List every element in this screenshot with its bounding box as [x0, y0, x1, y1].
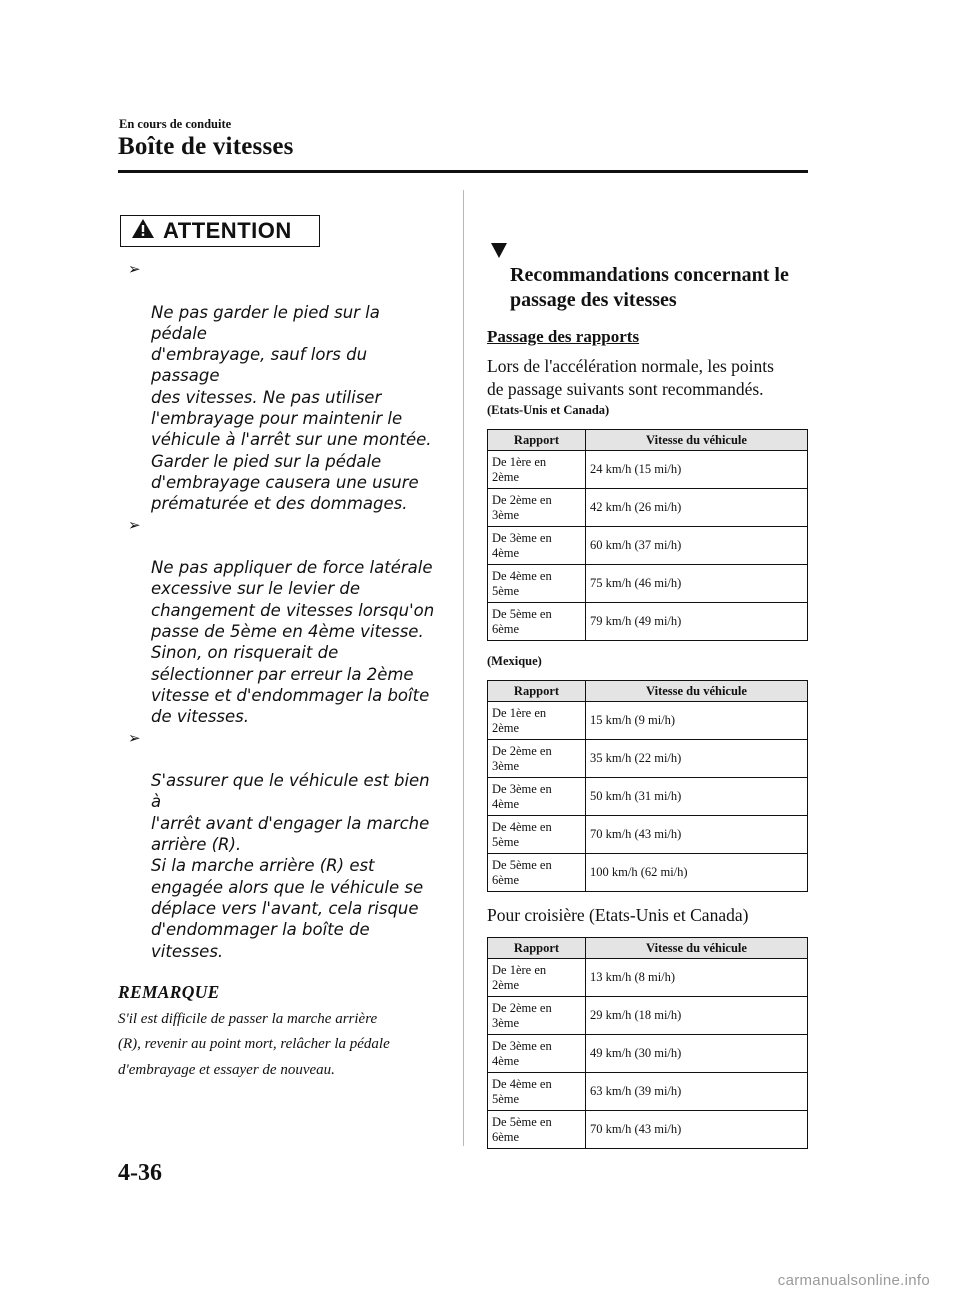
- speed-cell: 15 km/h (9 mi/h): [586, 702, 808, 740]
- table-row: [488, 527, 808, 565]
- arrow-bullet-icon: ➢: [128, 515, 141, 534]
- speed-cell: 70 km/h (43 mi/h): [586, 816, 808, 854]
- table-row: [488, 778, 808, 816]
- recommendations-heading-text: Recommandations concernant le passage des vitesses: [510, 264, 789, 311]
- page-title: Boîte de vitesses: [118, 133, 294, 160]
- gear-cell: De 2ème en 3ème: [488, 489, 586, 527]
- column-header: Rapport: [488, 681, 586, 702]
- table-row: [488, 816, 808, 854]
- recommendations-heading: [487, 213, 809, 313]
- down-triangle-icon: [491, 215, 507, 265]
- speed-cell: 70 km/h (43 mi/h): [586, 1111, 808, 1149]
- table-row: [488, 959, 808, 997]
- table-header-row: [488, 681, 808, 702]
- speed-cell: 79 km/h (49 mi/h): [586, 603, 808, 641]
- table-row: [488, 740, 808, 778]
- table-row: [488, 1111, 808, 1149]
- gear-cell: De 5ème en 6ème: [488, 1111, 586, 1149]
- attention-item: [118, 515, 440, 728]
- column-divider: [463, 190, 464, 1146]
- note-title: REMARQUE: [118, 981, 220, 1002]
- speed-cell: 24 km/h (15 mi/h): [586, 451, 808, 489]
- gear-cell: De 2ème en 3ème: [488, 740, 586, 778]
- attention-item-text: S'assurer que le véhicule est bien à l'arrêt avant d'engager la marche arrière (R). Si la marche arrière (R) est engagée alors que le véhicule se déplace vers l'avant, cela risque d'endommager la boîte de vitesses.: [151, 771, 430, 961]
- title-rule: [118, 170, 808, 173]
- column-header: Rapport: [488, 938, 586, 959]
- gear-cell: De 5ème en 6ème: [488, 603, 586, 641]
- table-caption: Pour croisière (Etats-Unis et Canada): [487, 905, 749, 925]
- arrow-bullet-icon: ➢: [128, 728, 141, 747]
- watermark-link[interactable]: carmanualsonline.info: [777, 1272, 930, 1289]
- gear-cell: De 4ème en 5ème: [488, 565, 586, 603]
- speed-cell: 42 km/h (26 mi/h): [586, 489, 808, 527]
- table-row: [488, 997, 808, 1035]
- attention-item: [118, 259, 440, 515]
- table-row: [488, 451, 808, 489]
- shift-table: [487, 429, 808, 641]
- gear-cell: De 1ère en 2ème: [488, 702, 586, 740]
- gear-cell: De 3ème en 4ème: [488, 1035, 586, 1073]
- gear-cell: De 3ème en 4ème: [488, 778, 586, 816]
- note-text: S'il est difficile de passer la marche arrière (R), revenir au point mort, relâcher la pédale d'embrayage et essayer de nouveau.: [118, 1010, 390, 1078]
- attention-item: [118, 728, 440, 962]
- right-column: [487, 213, 809, 1149]
- table-header-row: [488, 430, 808, 451]
- page-number: 4-36: [118, 1160, 162, 1186]
- gear-cell: De 4ème en 5ème: [488, 1073, 586, 1111]
- speed-cell: 100 km/h (62 mi/h): [586, 854, 808, 892]
- column-header: Rapport: [488, 430, 586, 451]
- table-row: [488, 489, 808, 527]
- shift-points-subtitle: Passage des rapports: [487, 327, 640, 346]
- speed-cell: 63 km/h (39 mi/h): [586, 1073, 808, 1111]
- warning-triangle-icon: [131, 218, 155, 244]
- attention-item-text: Ne pas garder le pied sur la pédale d'embrayage, sauf lors du passage des vitesses. Ne pas utiliser l'embrayage pour maintenir le véhicule à l'arrêt sur une montée. Garder le pied sur la pédale d'embrayage causera une usure prématurée et des dommages.: [151, 302, 432, 514]
- table-caption: (Etats-Unis et Canada): [487, 403, 610, 417]
- table-row: [488, 702, 808, 740]
- speed-cell: 50 km/h (31 mi/h): [586, 778, 808, 816]
- arrow-bullet-icon: ➢: [128, 260, 141, 278]
- gear-cell: De 4ème en 5ème: [488, 816, 586, 854]
- speed-cell: 60 km/h (37 mi/h): [586, 527, 808, 565]
- table-row: [488, 565, 808, 603]
- shift-table: [487, 937, 808, 1149]
- table-row: [488, 603, 808, 641]
- speed-cell: 75 km/h (46 mi/h): [586, 565, 808, 603]
- table-caption: (Mexique): [487, 654, 542, 668]
- speed-cell: 13 km/h (8 mi/h): [586, 959, 808, 997]
- section-label: En cours de conduite: [119, 117, 232, 131]
- gear-cell: De 5ème en 6ème: [488, 854, 586, 892]
- attention-item-text: Ne pas appliquer de force latérale excessive sur le levier de changement de vitesses lorsqu'on passe de 5ème en 4ème vitesse. Sinon, on risquerait de sélectionner par erreur la 2ème vitesse et d'endommager la boîte de vitesses.: [151, 558, 435, 727]
- column-header: Vitesse du véhicule: [586, 938, 808, 959]
- left-column: [118, 215, 440, 1083]
- gear-cell: De 1ère en 2ème: [488, 959, 586, 997]
- attention-box: [120, 215, 320, 247]
- table-row: [488, 854, 808, 892]
- table-row: [488, 1035, 808, 1073]
- column-header: Vitesse du véhicule: [586, 430, 808, 451]
- speed-cell: 49 km/h (30 mi/h): [586, 1035, 808, 1073]
- gear-cell: De 1ère en 2ème: [488, 451, 586, 489]
- shift-table: [487, 680, 808, 892]
- column-header: Vitesse du véhicule: [586, 681, 808, 702]
- attention-label: ATTENTION: [163, 218, 292, 243]
- table-row: [488, 1073, 808, 1111]
- attention-list: [118, 259, 440, 962]
- gear-cell: De 2ème en 3ème: [488, 997, 586, 1035]
- gear-cell: De 3ème en 4ème: [488, 527, 586, 565]
- intro-text: Lors de l'accélération normale, les points de passage suivants sont recommandés.: [487, 356, 774, 399]
- table-header-row: [488, 938, 808, 959]
- speed-cell: 29 km/h (18 mi/h): [586, 997, 808, 1035]
- speed-cell: 35 km/h (22 mi/h): [586, 740, 808, 778]
